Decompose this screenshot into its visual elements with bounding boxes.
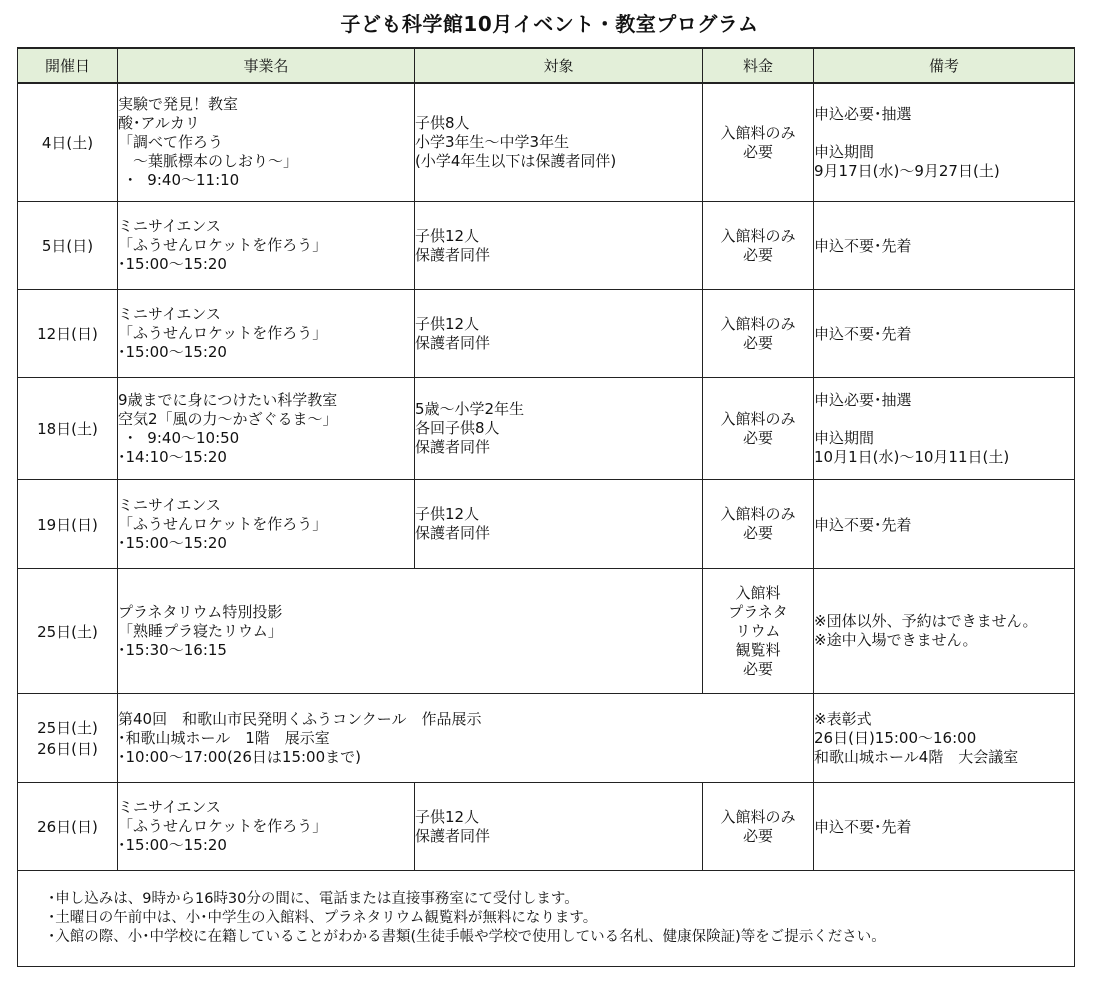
note-line: ･土曜日の午前中は、小･中学生の入館料、プラネタリウム観覧料が無料になります。: [48, 910, 598, 926]
remarks-line: 申込不要･先着: [814, 325, 912, 343]
remarks-line: 申込不要･先着: [814, 818, 912, 836]
target-line: 子供8人: [415, 114, 470, 132]
name-line: 実験で発見！教室: [118, 95, 239, 113]
name-line: 酸･アルカリ: [118, 114, 200, 132]
event-target: [415, 202, 703, 290]
event-target: [415, 83, 703, 202]
event-date: [18, 202, 118, 290]
fee-line: 入館料のみ: [720, 505, 796, 523]
event-fee: [703, 290, 814, 378]
fee-line: 観覧料: [735, 640, 781, 659]
name-line: ･14:10～15:20: [118, 447, 227, 466]
event-date: [18, 569, 118, 694]
fee-line: 必要: [742, 524, 773, 542]
name-line: ･15:00～15:20: [118, 533, 227, 552]
target-line: (小学4年生以下は保護者同伴): [415, 152, 617, 170]
table-row: [18, 202, 1075, 290]
name-line: ･15:00～15:20: [118, 836, 227, 854]
note-line: ･申し込みは、9時から16時30分の間に、電話または直接事務室にて受付します。: [48, 891, 579, 907]
name-line: 「熟睡プラ寝たリウム」: [118, 621, 283, 640]
remarks-line: ※途中入場できません。: [814, 631, 978, 649]
name-line: ･15:30～16:15: [118, 640, 227, 659]
date-line: 12日(日): [37, 325, 98, 343]
fee-line: 必要: [742, 428, 773, 447]
name-line: ･和歌山城ホール 1階 展示室: [118, 728, 330, 747]
event-date: [18, 378, 118, 480]
page-title: 子ども科学館10月イベント・教室プログラム: [340, 12, 759, 36]
table-row: [18, 783, 1075, 871]
event-name: [118, 569, 703, 694]
name-line: ･15:00～15:20: [118, 255, 227, 273]
event-target: [415, 290, 703, 378]
remarks-line: 申込不要･先着: [814, 515, 912, 534]
event-fee: [703, 569, 814, 694]
fee-line: 入館料のみ: [720, 123, 796, 142]
notes-cell: [18, 871, 1075, 967]
event-name: [118, 480, 415, 569]
remarks-line: 26日(日)15:00～16:00: [814, 728, 977, 747]
fee-line: 入館料のみ: [720, 409, 796, 428]
fee-line: 入館料のみ: [720, 807, 796, 826]
event-target: [415, 378, 703, 480]
date-line: 25日(土): [37, 719, 98, 737]
event-remarks: [814, 783, 1075, 871]
name-line: 「ふうせんロケットを作ろう」: [118, 324, 328, 342]
remarks-line: ※表彰式: [814, 709, 872, 728]
name-line: ミニサイエンス: [118, 798, 221, 816]
event-target: [415, 480, 703, 569]
fee-line: 必要: [742, 659, 773, 678]
event-date: [18, 694, 118, 783]
remarks-line: 和歌山城ホール4階 大会議室: [814, 747, 1019, 766]
event-date: [18, 783, 118, 871]
table-row: [18, 290, 1075, 378]
fee-line: リウム: [735, 621, 781, 640]
table-row: [18, 480, 1075, 569]
date-line: 4日(土): [41, 134, 94, 152]
name-line: 第40回 和歌山市民発明くふうコンクール 作品展示: [118, 709, 482, 728]
event-name: [118, 83, 415, 202]
target-line: 保護者同伴: [415, 524, 491, 542]
header-row: [18, 48, 1075, 83]
event-name: [118, 694, 814, 783]
event-target: [415, 783, 703, 871]
fee-line: 必要: [742, 826, 773, 845]
name-line: ～葉脈標本のしおり～」: [118, 152, 299, 170]
event-remarks: [814, 83, 1075, 202]
date-line: 26日(日): [37, 740, 98, 758]
date-line: 25日(土): [37, 622, 98, 641]
name-line: 「ふうせんロケットを作ろう」: [118, 236, 328, 254]
target-line: 保護者同伴: [415, 826, 491, 845]
date-line: 18日(土): [37, 420, 98, 438]
event-remarks: [814, 378, 1075, 480]
event-remarks: [814, 694, 1075, 783]
event-name: [118, 783, 415, 871]
header-fee: 料金: [703, 48, 814, 83]
event-schedule-table: [17, 47, 1075, 967]
event-remarks: [814, 290, 1075, 378]
header-remarks: 備考: [814, 48, 1075, 83]
name-line: プラネタリウム特別投影: [118, 602, 283, 621]
notes-row: [18, 871, 1075, 967]
fee-line: 入館料のみ: [720, 226, 796, 245]
remarks-line: ※団体以外、予約はできません。: [814, 612, 1038, 630]
remarks-line: 10月1日(水)～10月11日(土): [814, 447, 1010, 466]
fee-line: プラネタ: [728, 602, 788, 621]
remarks-line: 申込期間: [814, 428, 875, 447]
target-line: 保護者同伴: [415, 438, 491, 456]
note-line: ･入館の際、小･中学校に在籍していることがわかる書類(生徒手帳や学校で使用している名札、健康保険証)等をご提示ください。: [48, 929, 886, 945]
name-line: ・ 9:40～10:50: [118, 428, 240, 447]
event-date: [18, 290, 118, 378]
event-fee: [703, 480, 814, 569]
event-remarks: [814, 569, 1075, 694]
target-line: 各回子供8人: [415, 419, 500, 437]
remarks-line: 申込期間: [814, 142, 875, 161]
remarks-line: 9月17日(水)～9月27日(土): [814, 161, 1000, 180]
event-fee: [703, 378, 814, 480]
header-name: 事業名: [118, 48, 415, 83]
name-line: ミニサイエンス: [118, 305, 221, 323]
fee-line: 入館料のみ: [720, 314, 796, 333]
name-line: 「ふうせんロケットを作ろう」: [118, 514, 328, 533]
event-remarks: [814, 480, 1075, 569]
remarks-line: 申込不要･先着: [814, 237, 912, 255]
event-fee: [703, 83, 814, 202]
name-line: ミニサイエンス: [118, 217, 221, 235]
name-line: ･15:00～15:20: [118, 343, 227, 361]
name-line: 「ふうせんロケットを作ろう」: [118, 817, 328, 835]
target-line: 子供12人: [415, 505, 480, 523]
fee-line: 必要: [742, 333, 773, 352]
header-target: 対象: [415, 48, 703, 83]
date-line: 19日(日): [37, 515, 98, 534]
event-name: [118, 202, 415, 290]
name-line: 「調べて作ろう: [118, 133, 224, 151]
date-line: 26日(日): [37, 818, 98, 836]
target-line: 保護者同伴: [415, 333, 491, 352]
name-line: 9歳までに身につけたい科学教室: [118, 390, 338, 409]
target-line: 小学3年生～中学3年生: [415, 133, 570, 151]
name-line: 空気2「風の力～かざぐるま～」: [118, 409, 338, 428]
table-row: [18, 378, 1075, 480]
fee-line: 必要: [742, 142, 773, 161]
event-fee: [703, 202, 814, 290]
event-name: [118, 290, 415, 378]
header-date: 開催日: [18, 48, 118, 83]
target-line: 5歳～小学2年生: [415, 400, 525, 418]
table-row: [18, 569, 1075, 694]
target-line: 子供12人: [415, 807, 480, 826]
name-line: ・ 9:40～11:10: [118, 171, 240, 189]
event-name: [118, 378, 415, 480]
event-date: [18, 83, 118, 202]
table-row: [18, 83, 1075, 202]
fee-line: 必要: [742, 245, 773, 264]
remarks-line: 申込必要･抽選: [814, 104, 912, 123]
target-line: 保護者同伴: [415, 245, 491, 264]
target-line: 子供12人: [415, 226, 480, 245]
fee-line: 入館料: [735, 583, 781, 602]
remarks-line: 申込必要･抽選: [814, 390, 912, 409]
target-line: 子供12人: [415, 314, 480, 333]
name-line: ミニサイエンス: [118, 495, 221, 514]
name-line: ･10:00～17:00(26日は15:00まで): [118, 747, 361, 766]
event-fee: [703, 783, 814, 871]
table-row: [18, 694, 1075, 783]
date-line: 5日(日): [41, 237, 94, 255]
event-date: [18, 480, 118, 569]
event-remarks: [814, 202, 1075, 290]
